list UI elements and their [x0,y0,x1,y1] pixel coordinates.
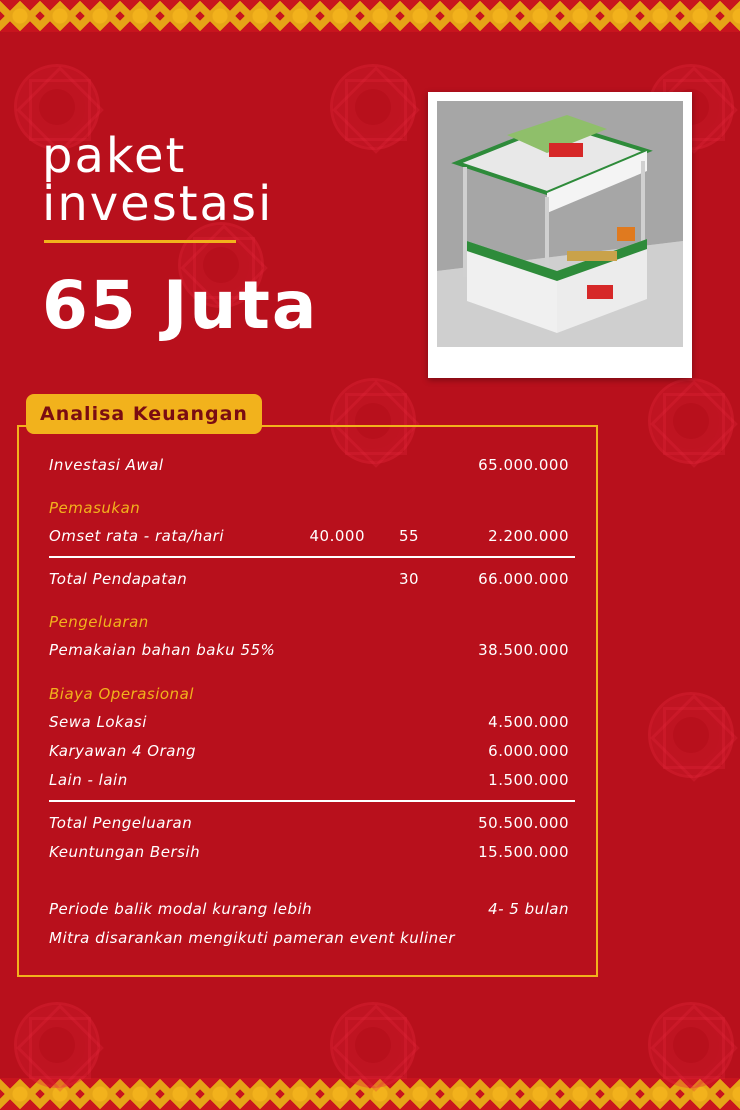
title-line-2: investasi [42,176,274,232]
row-value: 6.000.000 [488,742,569,760]
row-label: Karyawan 4 Orang [49,742,196,760]
row-value: 4- 5 bulan [488,900,569,918]
row-sewa-lokasi [49,711,569,733]
heading-pengeluaran [49,611,569,633]
mandala-ornament-icon [648,692,734,778]
mandala-ornament-icon [330,1002,416,1088]
heading-pemasukan [49,497,569,519]
row-value: 2.200.000 [488,527,569,545]
row-mitra-note [49,927,569,949]
investment-price: 65 Juta [42,267,319,344]
row-value: 50.500.000 [478,814,569,832]
row-karyawan [49,740,569,762]
row-quantity: 30 [398,570,420,588]
food-booth-image [437,101,683,347]
row-label: Investasi Awal [49,456,164,474]
heading-label: Biaya Operasional [49,685,194,703]
section-title-tab: Analisa Keuangan [26,394,262,434]
heading-label: Pemasukan [49,499,141,517]
heading-label: Pengeluaran [49,613,149,631]
row-label: Sewa Lokasi [49,713,147,731]
mandala-ornament-icon [648,1002,734,1088]
booth-illustration [437,101,683,347]
row-value: 4.500.000 [488,713,569,731]
row-omset [49,525,569,547]
row-total-pendapatan [49,568,569,590]
row-periode-balik-modal [49,898,569,920]
row-unit-price: 40.000 [309,527,365,545]
row-bahan-baku [49,639,569,661]
page-title [42,128,342,232]
row-label: Keuntungan Bersih [49,843,201,861]
mandala-ornament-icon [330,64,416,150]
top-ornament-border [0,0,740,32]
row-label: Total Pendapatan [49,570,188,588]
row-label: Omset rata - rata/hari [49,527,225,545]
title-line-1: paket [42,128,187,184]
row-value: 66.000.000 [478,570,569,588]
mandala-ornament-icon [648,378,734,464]
row-label: Lain - lain [49,771,128,789]
row-total-pengeluaran [49,812,569,834]
mandala-ornament-icon [14,1002,100,1088]
row-label: Mitra disarankan mengikuti pameran event kuliner [49,929,455,947]
row-label: Periode balik modal kurang lebih [49,900,313,918]
row-keuntungan-bersih [49,841,569,863]
row-value: 65.000.000 [478,456,569,474]
row-investasi-awal [49,454,569,476]
row-value: 38.500.000 [478,641,569,659]
row-label: Pemakaian bahan baku 55% [49,641,276,659]
financial-analysis-table [17,425,598,977]
row-label: Total Pengeluaran [49,814,193,832]
row-value: 1.500.000 [488,771,569,789]
booth-photo-frame [428,92,692,378]
table-divider [49,800,575,802]
heading-biaya-operasional [49,683,569,705]
row-lain-lain [49,769,569,791]
row-quantity: 55 [398,527,420,545]
table-divider [49,556,575,558]
row-value: 15.500.000 [478,843,569,861]
title-underline [44,240,236,243]
